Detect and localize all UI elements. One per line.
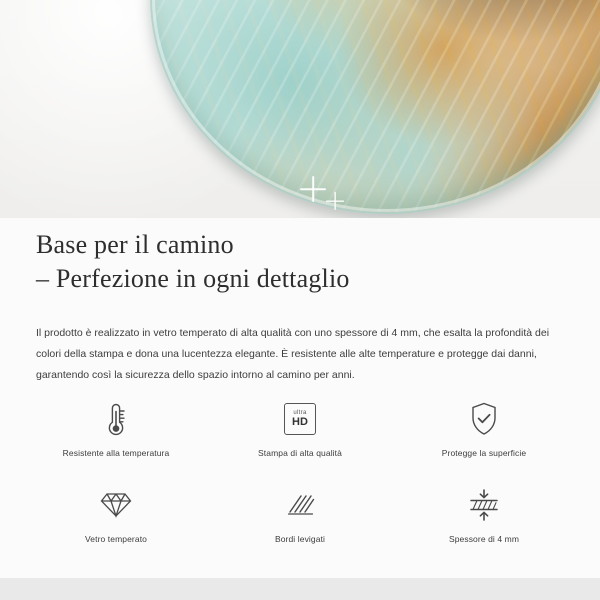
feature-print-quality <box>208 398 392 474</box>
badge-big-text: HD <box>292 416 308 428</box>
feature-grid <box>24 398 576 560</box>
round-glass-plate <box>150 0 600 214</box>
feature-polished-edges <box>208 484 392 560</box>
thermometer-icon <box>99 398 133 440</box>
feature-label: Resistente alla temperatura <box>62 448 170 458</box>
bottom-bar <box>0 578 600 600</box>
badge-small-text: ultra <box>293 410 307 416</box>
description-text: Il prodotto è realizzato in vetro temperato di alta qualità con uno spessore di 4 mm, che esalta la profondità dei colori della stampa e dona una lucentezza elegante. È resistente alle alte temperature e protegge dai danni, garantendo così la sicurezza dello spazio intorno al camino per anni. <box>36 326 550 381</box>
shield-check-icon <box>466 398 502 440</box>
headline-line-1: Base per il camino <box>36 230 234 259</box>
feature-label: Stampa di alta qualità <box>258 448 342 458</box>
feature-label: Spessore di 4 mm <box>448 534 520 544</box>
polished-edges-icon <box>282 484 318 526</box>
feature-tempered-glass <box>24 484 208 560</box>
ultra-hd-icon <box>284 398 316 440</box>
feature-label: Vetro temperato <box>85 534 147 544</box>
feature-label: Protegge la superficie <box>441 448 527 458</box>
headline-line-2: – Perfezione in ogni dettaglio <box>36 264 350 294</box>
page-title <box>36 228 576 297</box>
feature-surface-protection <box>392 398 576 474</box>
diamond-icon <box>97 484 135 526</box>
feature-thickness <box>392 484 576 560</box>
feature-label: Bordi levigati <box>274 534 326 544</box>
thickness-icon <box>465 484 503 526</box>
hero-product-image <box>0 0 600 218</box>
feature-temperature-resistant <box>24 398 208 474</box>
